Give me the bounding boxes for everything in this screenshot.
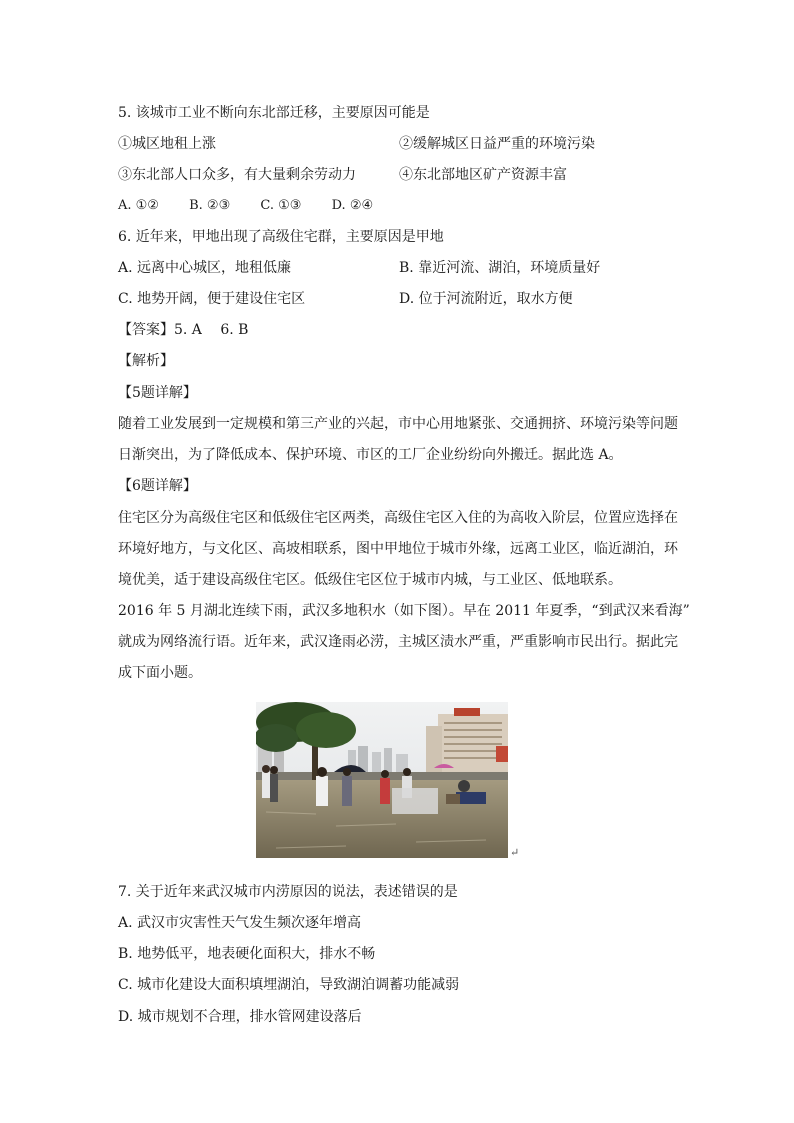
q6-option-row-2 — [118, 289, 678, 309]
q7-option-d: D. 城市规划不合理，排水管网建设落后 — [118, 1009, 362, 1025]
q7-option-c: C. 城市化建设大面积填埋湖泊，导致湖泊调蓄功能减弱 — [118, 977, 460, 993]
answer-line: 【答案】5. A 6. B — [118, 322, 249, 338]
q7-option-a: A. 武汉市灾害性天气发生频次逐年增高 — [118, 915, 362, 931]
intro-line-1: 2016 年 5 月湖北连续下雨，武汉多地积水（如下图）。早在 2011 年夏季，“到武汉来看海” — [118, 603, 690, 619]
q6-option-a: A. 远离中心城区，地租低廉 — [118, 260, 292, 276]
q5-choice-a: A. ①② — [118, 198, 159, 213]
q6-stem: 6. 近年来，甲地出现了高级住宅群，主要原因是甲地 — [118, 229, 444, 245]
q5-option-row-1 — [118, 134, 678, 154]
q6-option-d: D. 位于河流附近，取水方便 — [399, 291, 573, 307]
q6-option-b: B. 靠近河流、湖泊，环境质量好 — [399, 260, 601, 276]
q5-choice-d: D. ②④ — [331, 198, 374, 213]
q7-option-b: B. 地势低平，地表硬化面积大，排水不畅 — [118, 946, 376, 962]
paragraph-return-mark: ↵ — [510, 846, 520, 859]
intro-line-3: 成下面小题。 — [118, 665, 202, 681]
detail-6-line-3: 境优美，适于建设高级住宅区。低级住宅区位于城市内城，与工业区、低地联系。 — [118, 572, 622, 588]
q5-stem: 5. 该城市工业不断向东北部迁移，主要原因可能是 — [118, 105, 430, 121]
q7-stem: 7. 关于近年来武汉城市内涝原因的说法，表述错误的是 — [118, 884, 458, 900]
detail-5-line-2: 日渐突出，为了降低成本、保护环境、市区的工厂企业纷纷向外搬迁。据此选 A。 — [118, 447, 623, 463]
detail-6-line-1: 住宅区分为高级住宅区和低级住宅区两类，高级住宅区入住的为高收入阶层，位置应选择在 — [118, 510, 678, 526]
q5-choice-c: C. ①③ — [260, 198, 302, 213]
flood-photo — [256, 702, 508, 858]
q5-option-3: ③东北部人口众多，有大量剩余劳动力 — [118, 167, 356, 183]
detail-5-line-1: 随着工业发展到一定规模和第三产业的兴起，市中心用地紧张、交通拥挤、环境污染等问题 — [118, 416, 678, 432]
q5-option-2: ②缓解城区日益严重的环境污染 — [399, 136, 595, 152]
detail-6-label: 【6题详解】 — [118, 478, 197, 494]
analysis-label: 【解析】 — [118, 353, 174, 369]
q5-option-1: ①城区地租上涨 — [118, 136, 216, 152]
q5-option-row-2 — [118, 165, 678, 185]
q6-option-c: C. 地势开阔，便于建设住宅区 — [118, 291, 306, 307]
detail-6-line-2: 环境好地方，与文化区、高坡相联系，图中甲地位于城市外缘，远离工业区，临近湖泊，环 — [118, 541, 678, 557]
q6-option-row-1 — [118, 258, 678, 278]
q5-choice-b: B. ②③ — [189, 198, 231, 213]
q5-choices — [118, 196, 678, 216]
detail-5-label: 【5题详解】 — [118, 385, 197, 401]
intro-line-2: 就成为网络流行语。近年来，武汉逢雨必涝，主城区渍水严重，严重影响市民出行。据此完 — [118, 634, 678, 650]
q5-option-4: ④东北部地区矿产资源丰富 — [399, 167, 567, 183]
